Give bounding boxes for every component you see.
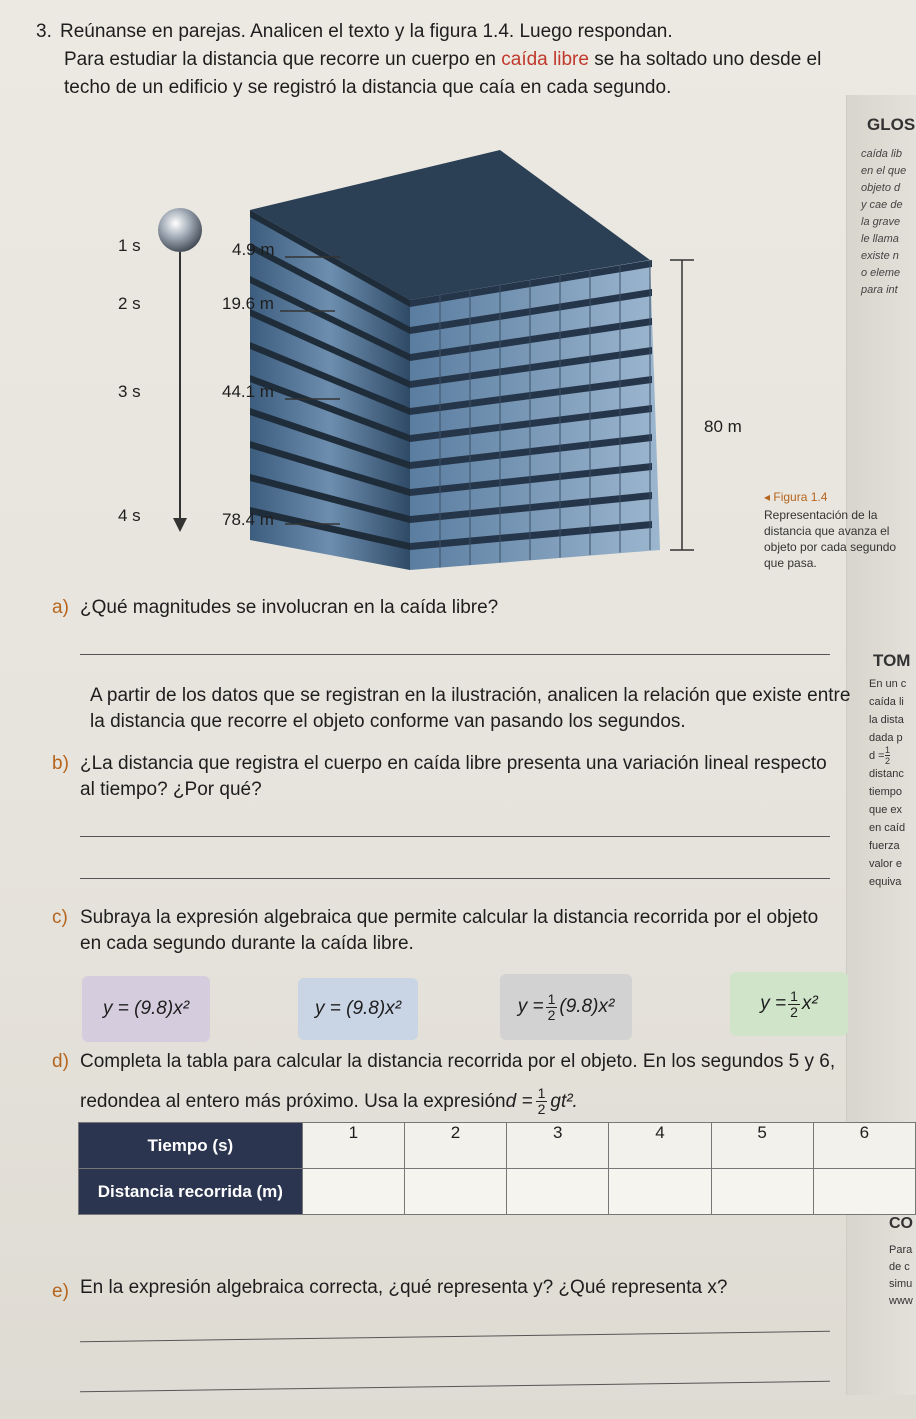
time-label-1: 1 s [118, 236, 141, 255]
tom-frac-den: 2 [885, 756, 891, 766]
distance-label-1: 4.9 m [232, 240, 275, 259]
option-2-text: y = (9.8)x² [314, 998, 402, 1019]
tom-lines-item: fuerza [869, 840, 900, 852]
question-d-letter: d) [52, 1051, 69, 1072]
time-label-2: 2 s [118, 294, 141, 313]
co-lines-item: simu [889, 1278, 913, 1290]
table-row-time [79, 1123, 916, 1169]
answer-line-b-1[interactable] [80, 836, 830, 837]
glos-lines-item: y cae de [861, 199, 903, 211]
question-a-text: ¿Qué magnitudes se involucran en la caída libre? [80, 597, 499, 618]
tom-lines-item: valor e [869, 858, 903, 870]
tom-fraction [885, 745, 890, 766]
tom-lines-item: En un c [869, 678, 907, 690]
intro-line-2-start: Para estudiar la distancia que recorre un cuerpo en [64, 49, 502, 70]
intro-line-1: Reúnanse en parejas. Analicen el texto y la figura 1.4. Luego respondan. [60, 21, 673, 42]
table-col-1: 1 [302, 1123, 404, 1169]
table-col-6: 6 [813, 1123, 915, 1169]
table-cell-distance-5[interactable] [711, 1169, 813, 1215]
intro-line-2 [64, 48, 821, 72]
table-col-2: 2 [404, 1123, 506, 1169]
answer-line-e-1[interactable] [80, 1331, 830, 1342]
question-c-line-1: Subraya la expresión algebraica que permite calcular la distancia recorrida por el objeto [80, 907, 819, 928]
tom-lines-item: dada p [869, 732, 903, 744]
table-header-time: Tiempo (s) [79, 1123, 303, 1169]
table-cell-distance-6[interactable] [813, 1169, 915, 1215]
expression-d: d = [505, 1090, 533, 1112]
question-b-letter: b) [52, 753, 69, 774]
time-label-3: 3 s [118, 382, 141, 401]
option-4[interactable] [730, 972, 848, 1036]
question-e-letter: e) [52, 1281, 69, 1302]
option-2[interactable] [298, 978, 418, 1040]
distance-table [78, 1122, 916, 1215]
option-3-frac-num: 1 [547, 990, 556, 1007]
co-lines-item: www [889, 1295, 913, 1307]
figure-caption-title: ◂ Figura 1.4 [764, 490, 828, 504]
glos-lines-item: le llama [861, 233, 899, 245]
table-col-5: 5 [711, 1123, 813, 1169]
option-3-text-a: y = [517, 996, 544, 1017]
table-col-4: 4 [609, 1123, 711, 1169]
falling-ball [158, 208, 202, 252]
option-4-fraction [788, 989, 800, 1020]
option-4-frac-num: 1 [790, 987, 798, 1004]
exercise-number: 3. [36, 21, 52, 42]
option-1-text: y = (9.8)x² [102, 998, 190, 1019]
glos-lines-item: la grave [861, 216, 901, 228]
tom-lines-item: que ex [869, 804, 903, 816]
option-4-frac-den: 2 [790, 1003, 798, 1020]
option-4-text-b: x² [801, 993, 818, 1014]
answer-line-e-2[interactable] [80, 1381, 830, 1392]
glos-lines-item: existe n [861, 250, 899, 262]
table-cell-distance-1[interactable] [302, 1169, 404, 1215]
option-4-text-a: y = [760, 993, 787, 1014]
distance-label-4: 78.4 m [222, 510, 274, 529]
glos-lines-item: en el que [861, 165, 907, 177]
table-cell-distance-3[interactable] [507, 1169, 609, 1215]
question-d-line-2-text: redondea al entero más próximo. Usa la expresión [80, 1090, 506, 1112]
option-1[interactable] [82, 976, 210, 1042]
question-e-text: En la expresión algebraica correcta, ¿qué representa y? ¿Qué representa x? [80, 1277, 728, 1298]
height-label: 80 m [704, 417, 742, 436]
figure-caption-title-text: Figura 1.4 [773, 490, 828, 504]
tom-lines-item: tiempo [869, 786, 903, 798]
question-d-line-1: Completa la tabla para calcular la distancia recorrida por el objeto. En los segundos 5 y 6, [80, 1051, 836, 1072]
question-c-line-2: en cada segundo durante la caída libre. [80, 933, 414, 954]
figure-caption-line-2: distancia que avanza el [764, 524, 890, 538]
expression-gt: gt². [550, 1090, 578, 1112]
answer-line-b-2[interactable] [80, 878, 830, 879]
table-cell-distance-2[interactable] [404, 1169, 506, 1215]
glos-lines-item: objeto d [861, 182, 901, 194]
question-c-letter: c) [52, 907, 68, 928]
figure-building [80, 150, 760, 580]
option-3-text-b: (9.8)x² [559, 996, 615, 1017]
question-d-line-2 [80, 1086, 578, 1117]
table-col-3: 3 [507, 1123, 609, 1169]
tom-frac-num: 1 [885, 745, 891, 755]
tom-lines-item: en caíd [869, 822, 906, 834]
co-lines-item: Para [889, 1244, 913, 1256]
table-cell-distance-4[interactable] [609, 1169, 711, 1215]
tom-lines-item: distanc [869, 768, 904, 780]
expression-frac-den: 2 [537, 1101, 546, 1117]
fall-arrow-head [173, 518, 187, 532]
time-label-4: 4 s [118, 506, 141, 525]
tom-lines-item: d = [869, 750, 885, 762]
paragraph-line-2: la distancia que recorre el objeto conforme van pasando los segundos. [90, 711, 686, 732]
intro-line-3: techo de un edificio y se registró la distancia que caía en cada segundo. [64, 77, 672, 98]
co-lines-item: de c [889, 1261, 910, 1273]
distance-label-3: 44.1 m [222, 382, 274, 401]
table-header-distance: Distancia recorrida (m) [79, 1169, 303, 1215]
tom-lines-item: caída li [869, 696, 904, 708]
question-b-line-1: ¿La distancia que registra el cuerpo en caída libre presenta una variación lineal respecto [80, 753, 827, 774]
co-title: CO [889, 1215, 913, 1232]
expression-fraction [536, 1086, 548, 1117]
expression-frac-num: 1 [537, 1085, 546, 1101]
tom-lines-item: la dista [869, 714, 904, 726]
tom-title: TOM [873, 651, 911, 670]
figure-caption-line-4: que pasa. [764, 556, 817, 570]
option-3-fraction [546, 992, 558, 1023]
question-a-letter: a) [52, 597, 69, 618]
table-row-distance [79, 1169, 916, 1215]
option-3-frac-den: 2 [547, 1006, 556, 1023]
tom-lines-item: equiva [869, 876, 902, 888]
figure-caption-line-1: Representación de la [764, 508, 878, 522]
glos-lines-item: o eleme [861, 267, 901, 279]
question-b-line-2: al tiempo? ¿Por qué? [80, 779, 262, 800]
option-3[interactable] [500, 974, 632, 1040]
intro-line-2-end: se ha soltado uno desde el [588, 49, 822, 70]
glos-lines-item: caída lib [861, 148, 902, 160]
figure-caption-line-3: objeto por cada segundo [764, 540, 897, 554]
distance-label-2: 19.6 m [222, 294, 274, 313]
free-fall-term: caída libre [501, 49, 589, 70]
glossary-title: GLOS [867, 115, 916, 134]
glos-lines-item: para int [861, 284, 898, 296]
answer-line-a[interactable] [80, 654, 830, 655]
paragraph-line-1: A partir de los datos que se registran en la ilustración, analicen la relación que existe entre [90, 685, 851, 706]
